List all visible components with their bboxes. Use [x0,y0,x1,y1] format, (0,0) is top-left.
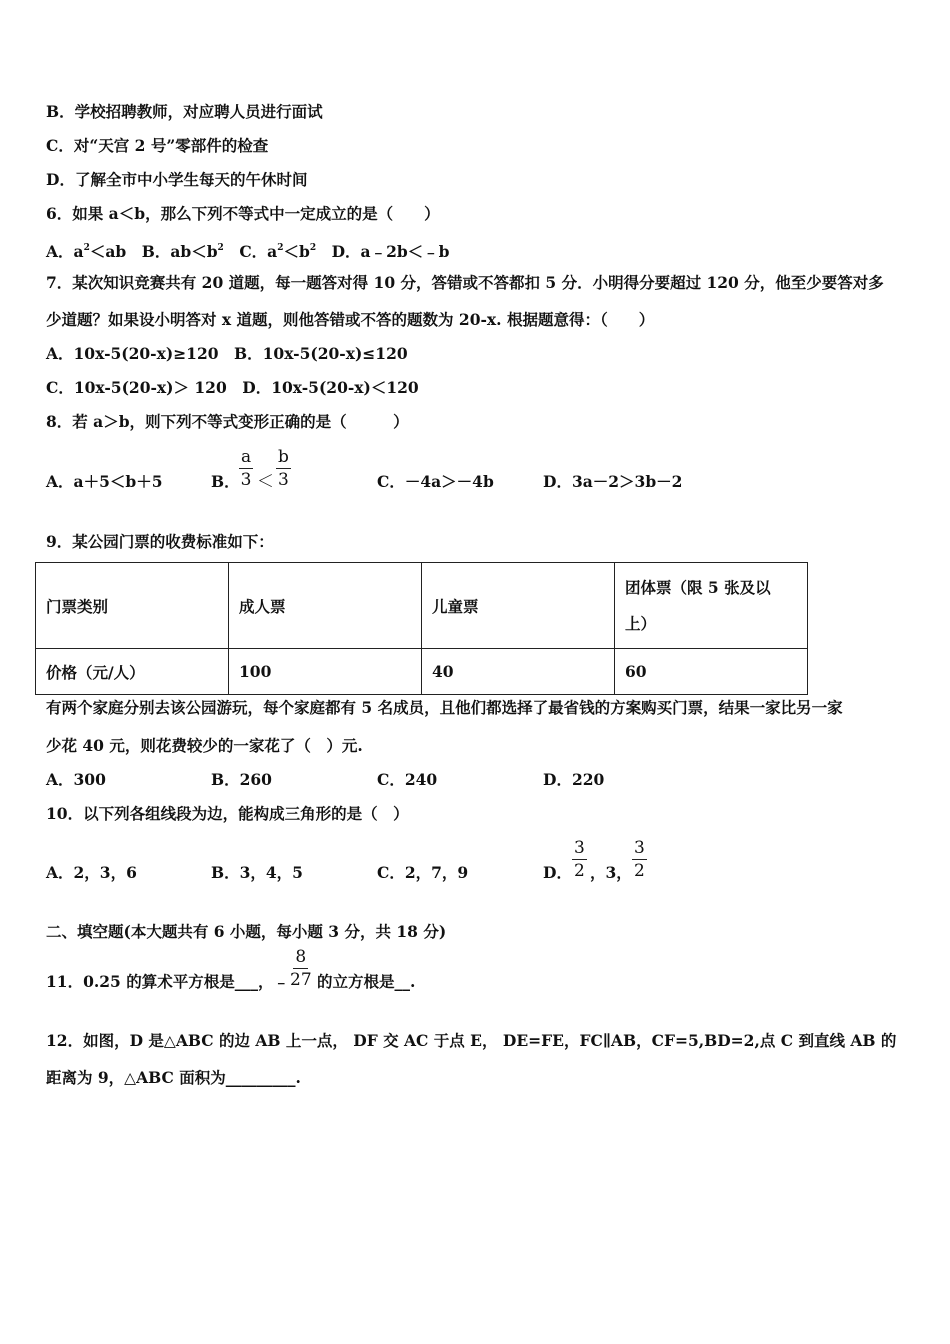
q10-stem: 10．以下列各组线段为边，能构成三角形的是（ ） [46,804,409,823]
q6-options: A．$a^2<ab$ B．$ab<b^2$ C．$a^2<b^2$ D．a﹣2b＜﹣b [46,242,450,261]
q6-stem: 6．如果 a＜b，那么下列不等式中一定成立的是（ ） [46,204,440,223]
q9-continuation-line1: 有两个家庭分别去该公园游玩，每个家庭都有 5 名成员，且他们都选择了最省钱的方案购买门票，结果一家比另一家 [46,698,843,717]
group-ticket-label: 团体票（限 5 张及以上） [625,577,771,633]
q9-continuation-line2: 少花 40 元，则花费较少的一家花了（ ）元. [46,736,363,755]
table-row [36,649,808,695]
q10-option-c: C．2，7，9 [377,863,469,882]
q10-option-d-label: D． [543,863,572,882]
q10-option-d-middle: ，3， [590,863,632,882]
q12-line1: 12．如图，D 是△ABC 的边 AB 上一点， DF 交 AC 于点 E， DE=FE，FC∥AB，CF=5,BD=2,点 C 到直线 AB 的 [46,1031,897,1050]
q9-stem: 9．某公园门票的收费标准如下： [46,532,274,551]
q8-fraction-b-over-3 [276,447,291,490]
q8-option-b-label: B． [211,472,240,491]
fraction-denominator: 3 [240,470,252,490]
q8-fraction-a-over-3 [239,447,253,490]
table-header-cell [615,563,808,649]
fraction-numerator: 3 [634,838,645,858]
fraction-denominator: 27 [290,970,312,990]
fraction-numerator: 8 [295,947,307,967]
q9-option-d: D．220 [543,770,605,789]
fraction-numerator: 3 [574,838,585,858]
table-header-cell: 成人票 [229,563,422,649]
q11-text-before: 11．0.25 的算术平方根是___，﹣ [46,972,289,991]
table-cell: 100 [229,649,422,695]
q5-option-d: D．了解全市中小学生每天的午休时间 [46,170,308,189]
table-cell: 60 [615,649,808,695]
fraction-denominator: 2 [574,861,585,881]
q7-stem-line2: 少道题？如果设小明答对 x 道题，则他答错或不答的题数为 20-x. 根据题意得：（ ） [46,310,655,329]
q8-option-a: A．a＋5＜b＋5 [46,472,163,491]
q5-option-c: C．对“天宫 2 号”零部件的检查 [46,136,269,155]
q12-line2: 距离为 9，△ABC 面积为_________. [46,1068,301,1087]
q5-option-b: B．学校招聘教师，对应聘人员进行面试 [46,102,323,121]
q10-option-b: B．3，4，5 [211,863,303,882]
table-header-row [36,563,808,649]
q7-stem-line1: 7．某次知识竞赛共有 20 道题，每一题答对得 10 分，答错或不答都扣 5 分．小明得分要超过 120 分，他至少要答对多 [46,273,884,292]
q11-text-after: 的立方根是__. [317,972,416,991]
table-header-cell: 儿童票 [422,563,615,649]
q7-options-cd: C．10x-5(20-x)＞ 120 D．10x-5(20-x)＜120 [46,378,419,397]
q9-option-a: A．300 [46,770,106,789]
table-header-cell: 门票类别 [36,563,229,649]
q8-stem: 8．若 a＞b，则下列不等式变形正确的是（ ） [46,412,409,431]
fraction-numerator: a [241,447,252,467]
q10-option-a: A．2，3，6 [46,863,137,882]
q9-option-b: B．260 [211,770,272,789]
q7-options-ab: A．10x-5(20-x)≥120 B．10x-5(20-x)≤120 [46,344,408,363]
fraction-numerator: b [278,447,289,467]
ticket-price-table [35,562,808,695]
fraction-denominator: 2 [634,861,645,881]
table-cell: 40 [422,649,615,695]
q8-less-than: ＜ [257,472,274,492]
q8-option-d: D．3a－2＞3b－2 [543,472,683,491]
q11-fraction-8-over-27 [290,947,312,990]
table-cell: 价格（元/人） [36,649,229,695]
fraction-denominator: 3 [278,470,289,490]
section-2-heading: 二、填空题(本大题共有 6 小题，每小题 3 分，共 18 分) [46,922,447,941]
q9-option-c: C．240 [377,770,438,789]
q10-fraction-3-over-2-second [632,838,647,881]
q8-option-c: C．－4a＞－4b [377,472,494,491]
q10-fraction-3-over-2-first [572,838,587,881]
